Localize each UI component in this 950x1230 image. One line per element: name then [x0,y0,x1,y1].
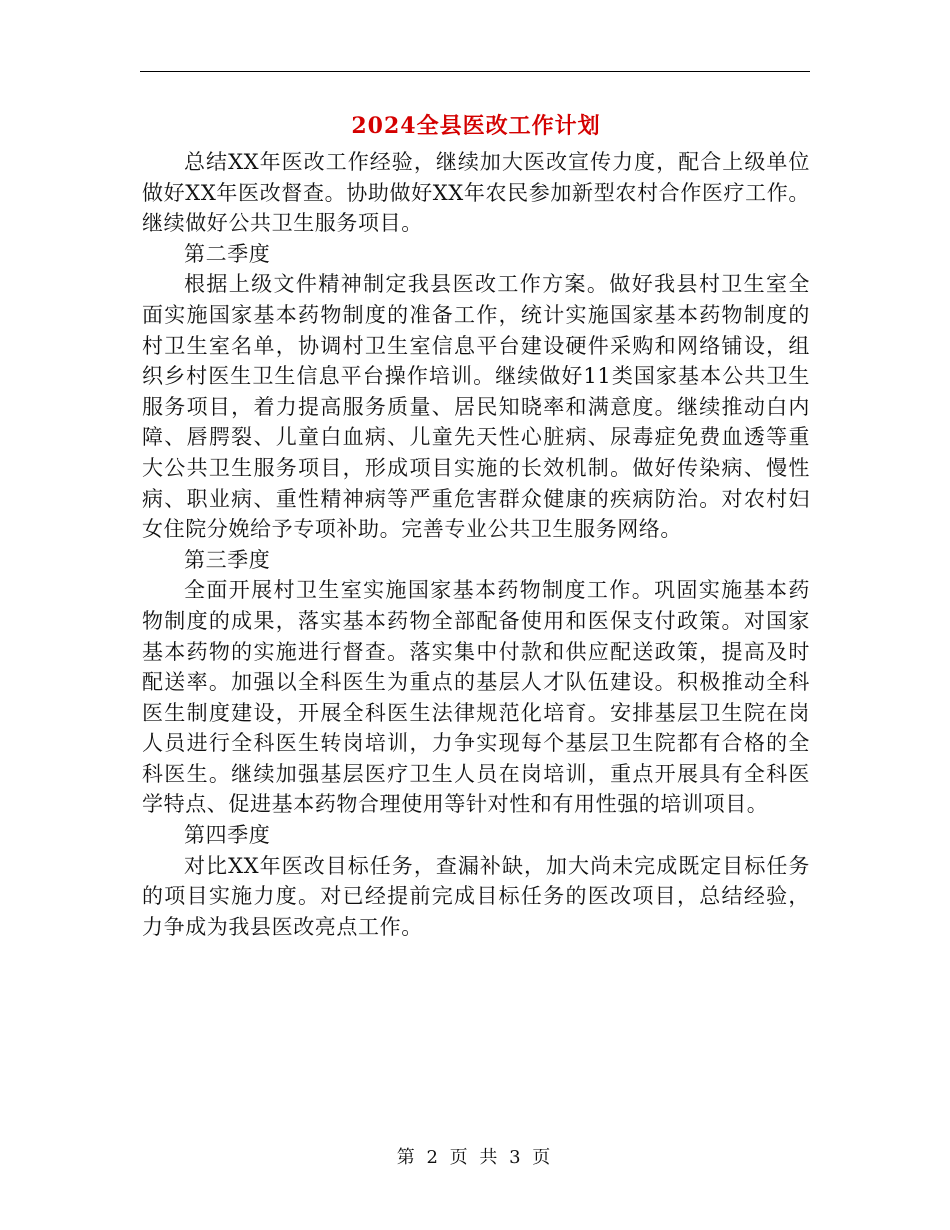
section-heading-q3: 第三季度 [184,547,271,572]
document-title: 2024全县医改工作计划 [351,113,601,139]
section-heading-q4: 第四季度 [184,823,271,848]
paragraph-intro: 总结XX年医改工作经验，继续加大医改宣传力度，配合上级单位做好XX年医改督查。协助做好XX年农民参加新型农村合作医疗工作。继续做好公共卫生服务项目。 [142,150,810,236]
document-body [142,108,810,942]
page-number-footer: 第 2 页 共 3 页 [396,1147,554,1168]
section-heading-q2: 第二季度 [184,241,271,266]
paragraph-q4: 对比XX年医改目标任务，查漏补缺，加大尚未完成既定目标任务的项目实施力度。对已经提前完成目标任务的医改项目，总结经验，力争成为我县医改亮点工作。 [142,853,810,939]
paragraph-q2: 根据上级文件精神制定我县医改工作方案。做好我县村卫生室全面实施国家基本药物制度的准备工作，统计实施国家基本药物制度的村卫生室名单，协调村卫生室信息平台建设硬件采购和网络铺设，组织乡村医生卫生信息平台操作培训。继续做好11类国家基本公共卫生服务项目，着力提高服务质量、居民知晓率和满意度。继续推动白内障、唇腭裂、儿童白血病、儿童先天性心脏病、尿毒症免费血透等重大公共卫生服务项目，形成项目实施的长效机制。做好传染病、慢性病、职业病、重性精神病等严重危害群众健康的疾病防治。对农村妇女住院分娩给予专项补助。完善专业公共卫生服务网络。 [142,272,810,542]
paragraph-q3: 全面开展村卫生室实施国家基本药物制度工作。巩固实施基本药物制度的成果，落实基本药物全部配备使用和医保支付政策。对国家基本药物的实施进行督查。落实集中付款和供应配送政策，提高及时配送率。加强以全科医生为重点的基层人才队伍建设。积极推动全科医生制度建设，开展全科医生法律规范化培育。安排基层卫生院在岗人员进行全科医生转岗培训，力争实现每个基层卫生院都有合格的全科医生。继续加强基层医疗卫生人员在岗培训，重点开展具有全科医学特点、促进基本药物合理使用等针对性和有用性强的培训项目。 [142,578,810,817]
header-rule [140,71,810,72]
